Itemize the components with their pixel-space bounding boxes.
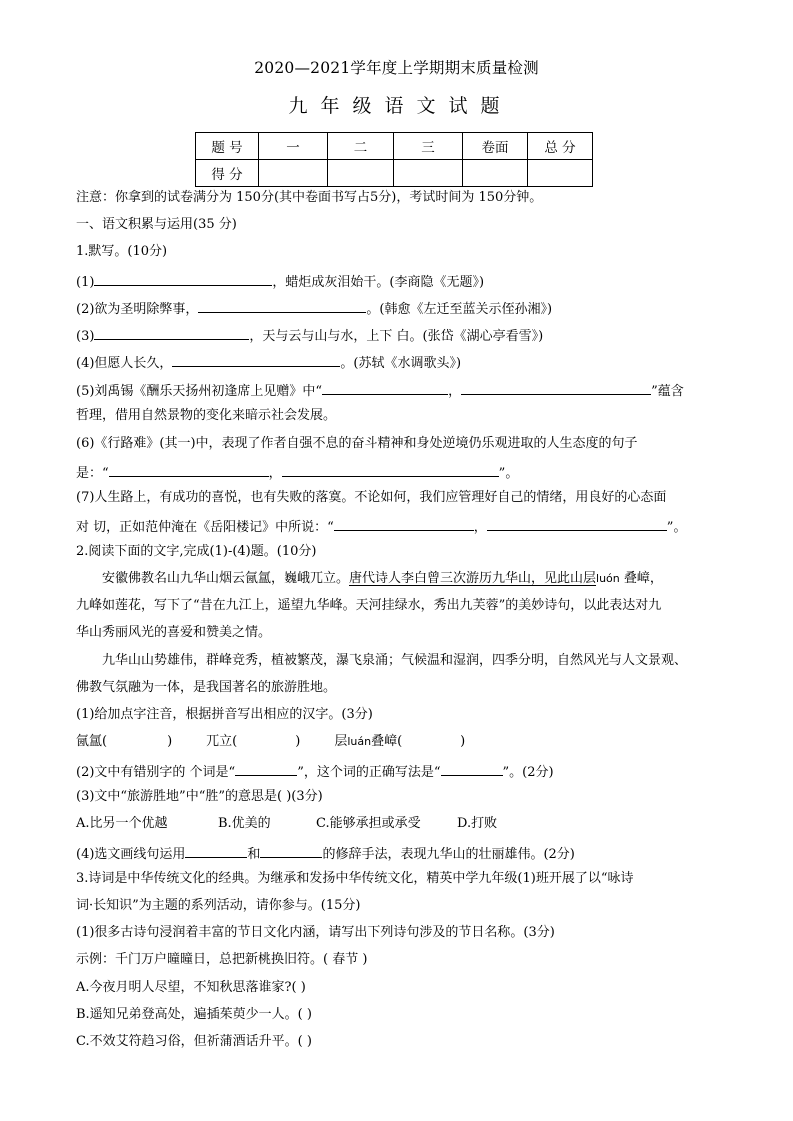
sub-question: (4)选文画线句运用 和 的修辞手法，表现九华山的壮丽雄伟。(2分) (76, 843, 575, 864)
question-line: (7)人生路上，有成功的喜悦，也有失败的落寞。不论如何，我们应管理好自己的情绪，用良好的心态面 (76, 490, 667, 505)
score-table (195, 132, 593, 187)
score-table-header-row (196, 133, 593, 160)
answer-blank[interactable] (172, 352, 340, 367)
question-title: 1.默写。(10分) (76, 244, 168, 259)
question-line: (3) ，天与云与山与水，上下 白。(张岱《湖心亭看雪》) (76, 325, 543, 346)
score-cell: 题 号 (196, 133, 259, 160)
question-line: (4)但愿人长久， 。(苏轼《水调歌头》) (76, 352, 461, 373)
question-line: 对 切，正如范仲淹在《岳阳楼记》中所说：“ ， ”。 (76, 516, 686, 537)
score-cell: 得 分 (196, 160, 259, 187)
sub-question: (3)文中“旅游胜地”中“胜”的意思是( )(3分) (76, 789, 323, 804)
answer-blank[interactable] (235, 761, 297, 776)
underlined-sentence: 唐代诗人李白曾三次游历九华山，见此山层 (349, 571, 597, 586)
option[interactable]: C.能够承担或承受 (316, 816, 421, 831)
score-input-cell[interactable] (328, 160, 394, 187)
passage-line: 九华山山势雄伟，群峰竞秀，植被繁茂，瀑飞泉涌；气候温和湿润，四季分明，自然风光与人文景观、 (102, 653, 688, 668)
sub-item: A.今夜月明人尽望，不知秋思落谁家?( ) (76, 980, 306, 995)
pinyin: luón (596, 572, 620, 585)
score-input-cell[interactable] (528, 160, 593, 187)
exam-subtitle: 九年级语文试题 (288, 95, 513, 117)
question-title: 3.诗词是中华传统文化的经典。为继承和发扬中华传统文化，精英中学九年级(1)班开展了以“咏诗 (76, 871, 634, 886)
passage-line: 九峰如莲花，写下了“昔在九江上，遥望九华峰。天河挂绿水，秀出九芙蓉”的美妙诗句，以此表达对九 (76, 598, 662, 613)
sub-question: (2)文中有错别字的 个词是“ ”，这个词的正确写法是“ ”。(2分) (76, 761, 554, 782)
passage-line: 佛教气氛融为一体，是我国著名的旅游胜地。 (76, 680, 337, 695)
passage-line: 华山秀丽风光的喜爱和赞美之情。 (76, 625, 272, 640)
answer-blank[interactable] (109, 462, 269, 477)
answer-blank[interactable] (185, 843, 247, 858)
answer-blank[interactable] (260, 843, 322, 858)
question-line: (6)《行路难》(其一)中，表现了作者自强不息的奋斗精神和身处逆境仍乐观进取的人生态度的句子 (76, 436, 638, 451)
option[interactable]: D.打败 (457, 816, 498, 831)
question-line: 哲理，借用自然景物的变化来暗示社会发展。 (76, 408, 337, 423)
score-cell: 二 (328, 133, 394, 160)
sub-question: (1)给加点字注音，根据拼音写出相应的汉字。(3分) (76, 707, 373, 722)
options-row (76, 815, 497, 833)
answer-blank[interactable] (487, 516, 667, 531)
sub-item: C.不效艾符趋习俗，但祈蒲酒话升平。( ) (76, 1034, 312, 1049)
score-table-score-row (196, 160, 593, 187)
sub-question: (1)很多古诗句浸润着丰富的节日文化内涵，请写出下列诗句涉及的节日名称。(3分) (76, 925, 555, 940)
answer-blank[interactable] (322, 380, 448, 395)
score-cell: 卷面 (463, 133, 528, 160)
score-cell: 三 (394, 133, 463, 160)
question-line: 是：“ ， ”。 (76, 462, 518, 483)
question-line: (5)刘禹锡《酬乐天扬州初逢席上见赠》中“ ， ”蕴含 (76, 380, 684, 401)
answer-blank[interactable] (282, 462, 499, 477)
sub-item: B.遥知兄弟登高处，遍插茱萸少一人。( ) (76, 1007, 312, 1022)
example-line: 示例：千门万户曈曈日，总把新桃换旧符。( 春节 ) (76, 952, 368, 967)
question-title: 2.阅读下面的文字,完成(1)-(4)题。(10分) (76, 544, 317, 559)
answer-blank[interactable] (441, 761, 503, 776)
answer-blank[interactable] (198, 298, 366, 313)
score-input-cell[interactable] (463, 160, 528, 187)
answer-blank[interactable] (461, 380, 651, 395)
notice: 注意：你拿到的试卷满分为 150分(其中卷面书写占5分)，考试时间为 150分钟。 (76, 190, 543, 205)
score-input-cell[interactable] (394, 160, 463, 187)
option[interactable]: A.比另一个优越 (76, 816, 168, 831)
exam-title: 2020—2021学年度上学期期末质量检测 (254, 59, 539, 77)
pinyin: luán (347, 735, 372, 748)
section-heading: 一、语文积累与运用(35 分) (76, 217, 237, 232)
sub-question: 氤氲( ) 兀立( ) 层luán叠嶂( ) (76, 734, 466, 749)
question-line: 词·长知识”为主题的系列活动，请你参与。(15分) (76, 898, 361, 913)
answer-blank[interactable] (94, 325, 249, 340)
question-line: (2)欲为圣明除弊事， 。(韩愈《左迁至蓝关示侄孙湘》) (76, 298, 552, 319)
option[interactable]: B.优美的 (218, 816, 271, 831)
answer-blank[interactable] (94, 271, 272, 286)
answer-blank[interactable] (334, 516, 474, 531)
question-line: (1) ，蜡炬成灰泪始干。(李商隐《无题》) (76, 271, 484, 292)
passage-line: 安徽佛教名山九华山烟云氤氲，巍峨兀立。唐代诗人李白曾三次游历九华山，见此山层luón 叠嶂， (102, 571, 663, 586)
score-input-cell[interactable] (259, 160, 328, 187)
score-cell: 总 分 (528, 133, 593, 160)
score-cell: 一 (259, 133, 328, 160)
